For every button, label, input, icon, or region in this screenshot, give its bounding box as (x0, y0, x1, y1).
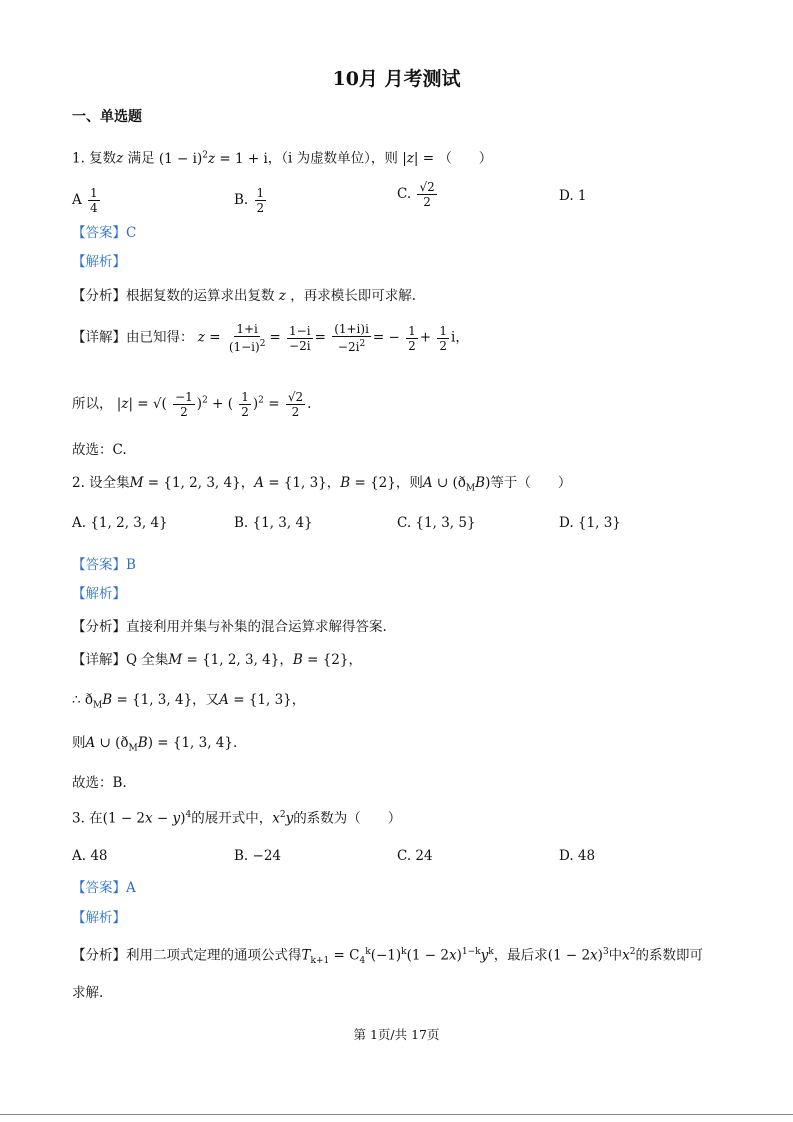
q3-fenxi: 【分析】利用二项式定理的通项公式得$T_{k+1} = C_4^k(-1)^k(1 - 2x)^{1-k}y^k$，最后求$(1 - 2x)^3$中$x^2$的系数即可 (72, 947, 704, 967)
q1-stem: 1. 复数z 满足 $(1 - i)^2z = 1 + i$，（i 为虚数单位），则 |z| = （ ） (72, 150, 493, 167)
q3-analysis-label: 【解析】 (72, 910, 126, 926)
q2-option-a: A. {1, 2, 3, 4} (72, 515, 168, 531)
q1-answer: 【答案】C (72, 225, 137, 241)
q2-stem: 2. 设全集M = {1, 2, 3, 4}，A = {1, 3}，B = {2}，则A ∪ $(ð_MB)$等于（ ） (72, 475, 572, 494)
section-heading: 一、单选题 (72, 109, 142, 125)
q2-option-d: D. {1, 3} (559, 515, 621, 531)
q2-option-c: C. {1, 3, 5} (397, 515, 476, 531)
q1-suoyi: 所以， |z| = √( $\frac{-1}{2}$ )$^2$ + ( $\frac{1}{2}$ )$^2$ = $\frac{√2}{2}$ . (72, 390, 312, 419)
q3-option-d: D. 48 (559, 848, 596, 864)
page-footer: 第 1页/共 17页 (353, 1027, 440, 1042)
q1-option-a: A $\frac{1}{4}$ (72, 186, 98, 215)
q1-analysis-label: 【解析】 (72, 254, 126, 270)
q1-fenxi: 【分析】根据复数的运算求出复数 z ，再求模长即可求解. (72, 288, 416, 304)
q2-fenxi: 【分析】直接利用并集与补集的混合运算求解得答案. (72, 619, 387, 635)
q1-equation: $(1 - i)^2z = 1 + i$ (158, 150, 268, 167)
q1-xiangjie: 【详解】由已知得： z = $\frac{1+i}{(1-i)^2}$ = $\frac{1-i}{-2i}$ = $\frac{(1+i)i}{-2i^2}$ = − $\frac{1}{2}$ + $\frac{1}{2}$ i， (72, 322, 469, 354)
q2-guxuan: 故选：B. (72, 775, 127, 791)
q2-xiangjie-line2: ∴ $ð_MB = \{1$, 3, 4}，又A = {1, 3}， (72, 692, 306, 711)
q3-answer: 【答案】A (72, 880, 136, 896)
q2-xiangjie: 【详解】Q 全集M = {1, 2, 3, 4}，B = {2}， (72, 652, 362, 668)
q2-analysis-label: 【解析】 (72, 586, 126, 602)
q3-option-a: A. 48 (72, 848, 108, 864)
q1-option-b: B. $\frac{1}{2}$ (234, 186, 265, 215)
q3-fenxi-cont: 求解. (72, 985, 104, 1001)
q3-stem: 3. 在$(1 - 2x - y)^4$的展开式中，$x^2y$的系数为（ ） (72, 810, 402, 827)
bottom-divider (0, 1114, 793, 1115)
q1-option-d: D. 1 (559, 188, 587, 204)
q3-option-c: C. 24 (397, 848, 433, 864)
page-title: 10月 月考测试 (332, 68, 461, 90)
q2-answer: 【答案】B (72, 557, 136, 573)
q3-option-b: B. −24 (234, 848, 281, 864)
q2-xiangjie-line3: 则A ∪ $(ð_MB) = \{1$, 3, 4}. (72, 735, 238, 754)
q1-option-c: C. $\frac{√2}{2}$ (397, 180, 435, 209)
q2-option-b: B. {1, 3, 4} (234, 515, 313, 531)
q1-guxuan: 故选：C. (72, 442, 127, 458)
